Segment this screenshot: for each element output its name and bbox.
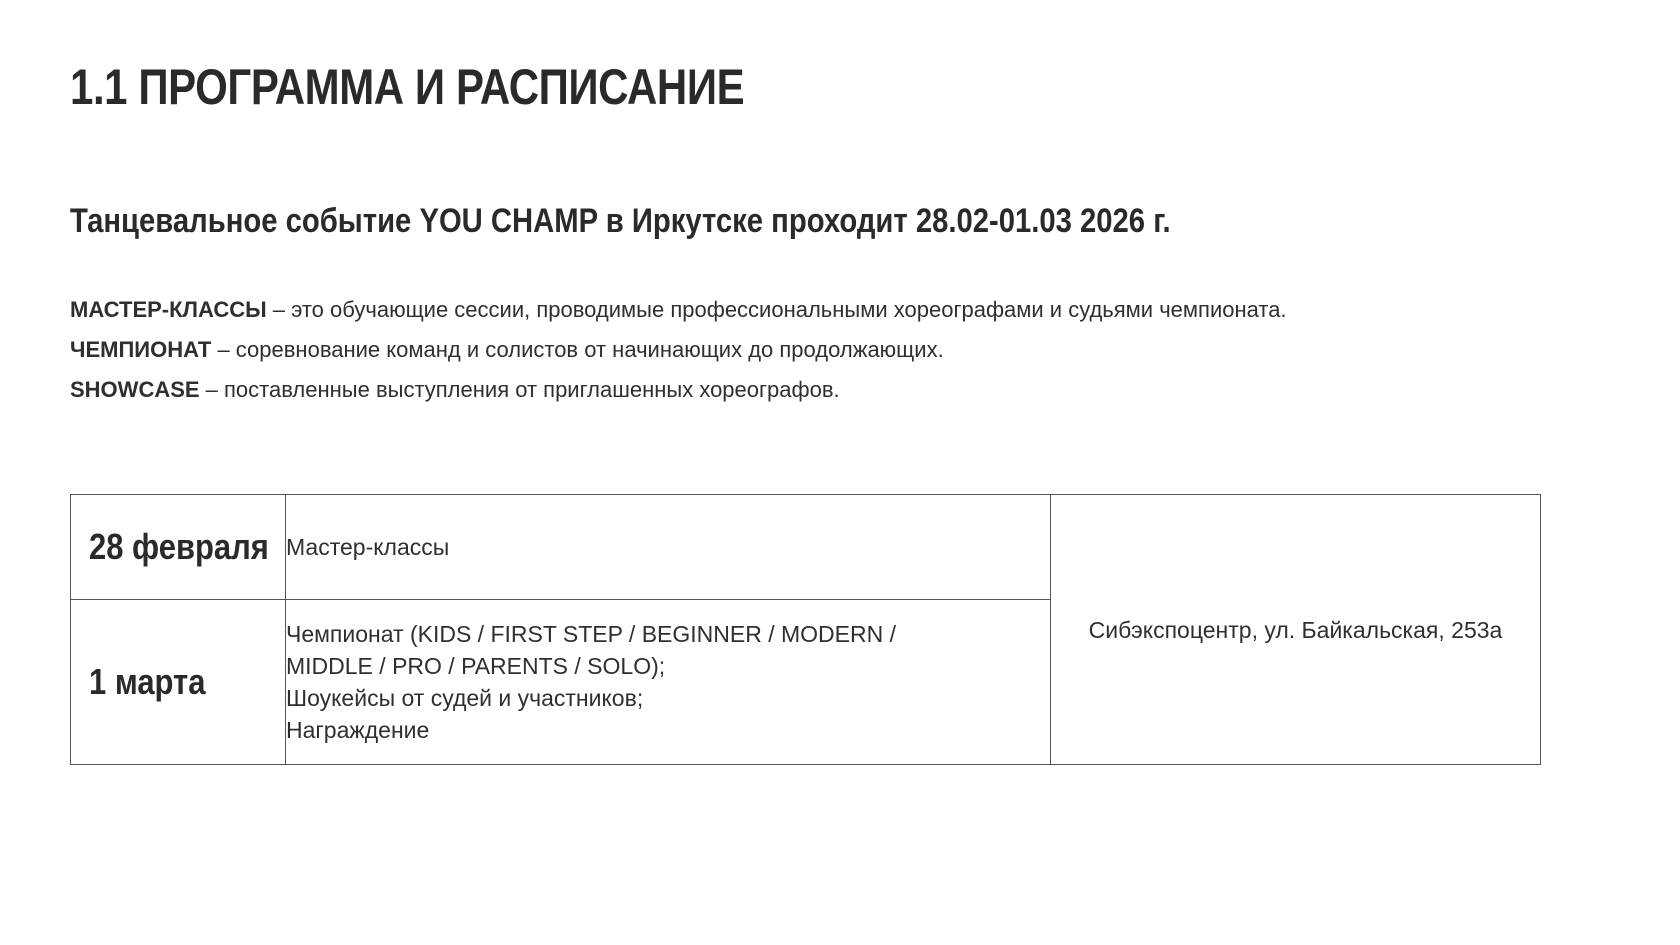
definition-term: ЧЕМПИОНАТ (70, 337, 212, 362)
definition-description: – соревнование команд и солистов от начинающих до продолжающих. (211, 337, 944, 362)
program-cell (286, 495, 1051, 600)
definition-item-showcase (70, 370, 1287, 410)
program-line: MIDDLE / PRO / PARENTS / SOLO); (286, 653, 666, 679)
date-cell (71, 495, 286, 600)
schedule-date: 1 марта (89, 661, 206, 702)
date-cell (71, 600, 286, 765)
program-line: Чемпионат (KIDS / FIRST STEP / BEGINNER / MODERN / (286, 621, 896, 647)
definition-description: – поставленные выступления от приглашенных хореографов. (199, 377, 840, 402)
program-lines (286, 531, 1050, 563)
venue-address: Сибэкспоцентр, ул. Байкальская, 253а (1088, 616, 1503, 643)
definition-description: – это обучающие сессии, проводимые профессиональными хореографами и судьями чемпионата. (266, 297, 1287, 322)
program-line: Шоукейсы от судей и участников; (286, 685, 644, 711)
program-lines (286, 618, 1050, 746)
program-line: Мастер-классы (286, 534, 450, 560)
definition-term: SHOWCASE (70, 377, 200, 402)
definition-item-championship (70, 330, 1287, 370)
event-subtitle: Танцевальное событие YOU CHAMP в Иркутске проходит 28.02-01.03 2026 г. (70, 202, 1171, 240)
venue-cell (1051, 495, 1541, 765)
definition-item-master-classes (70, 290, 1287, 330)
program-cell (286, 600, 1051, 765)
definitions-list (70, 290, 1287, 410)
definition-term: МАСТЕР-КЛАССЫ (70, 297, 267, 322)
table-row (71, 495, 1541, 600)
program-line: Награждение (286, 717, 430, 743)
page-title: 1.1 ПРОГРАММА И РАСПИСАНИЕ (70, 59, 745, 115)
schedule-date: 28 февраля (89, 526, 269, 567)
schedule-table (70, 494, 1541, 765)
